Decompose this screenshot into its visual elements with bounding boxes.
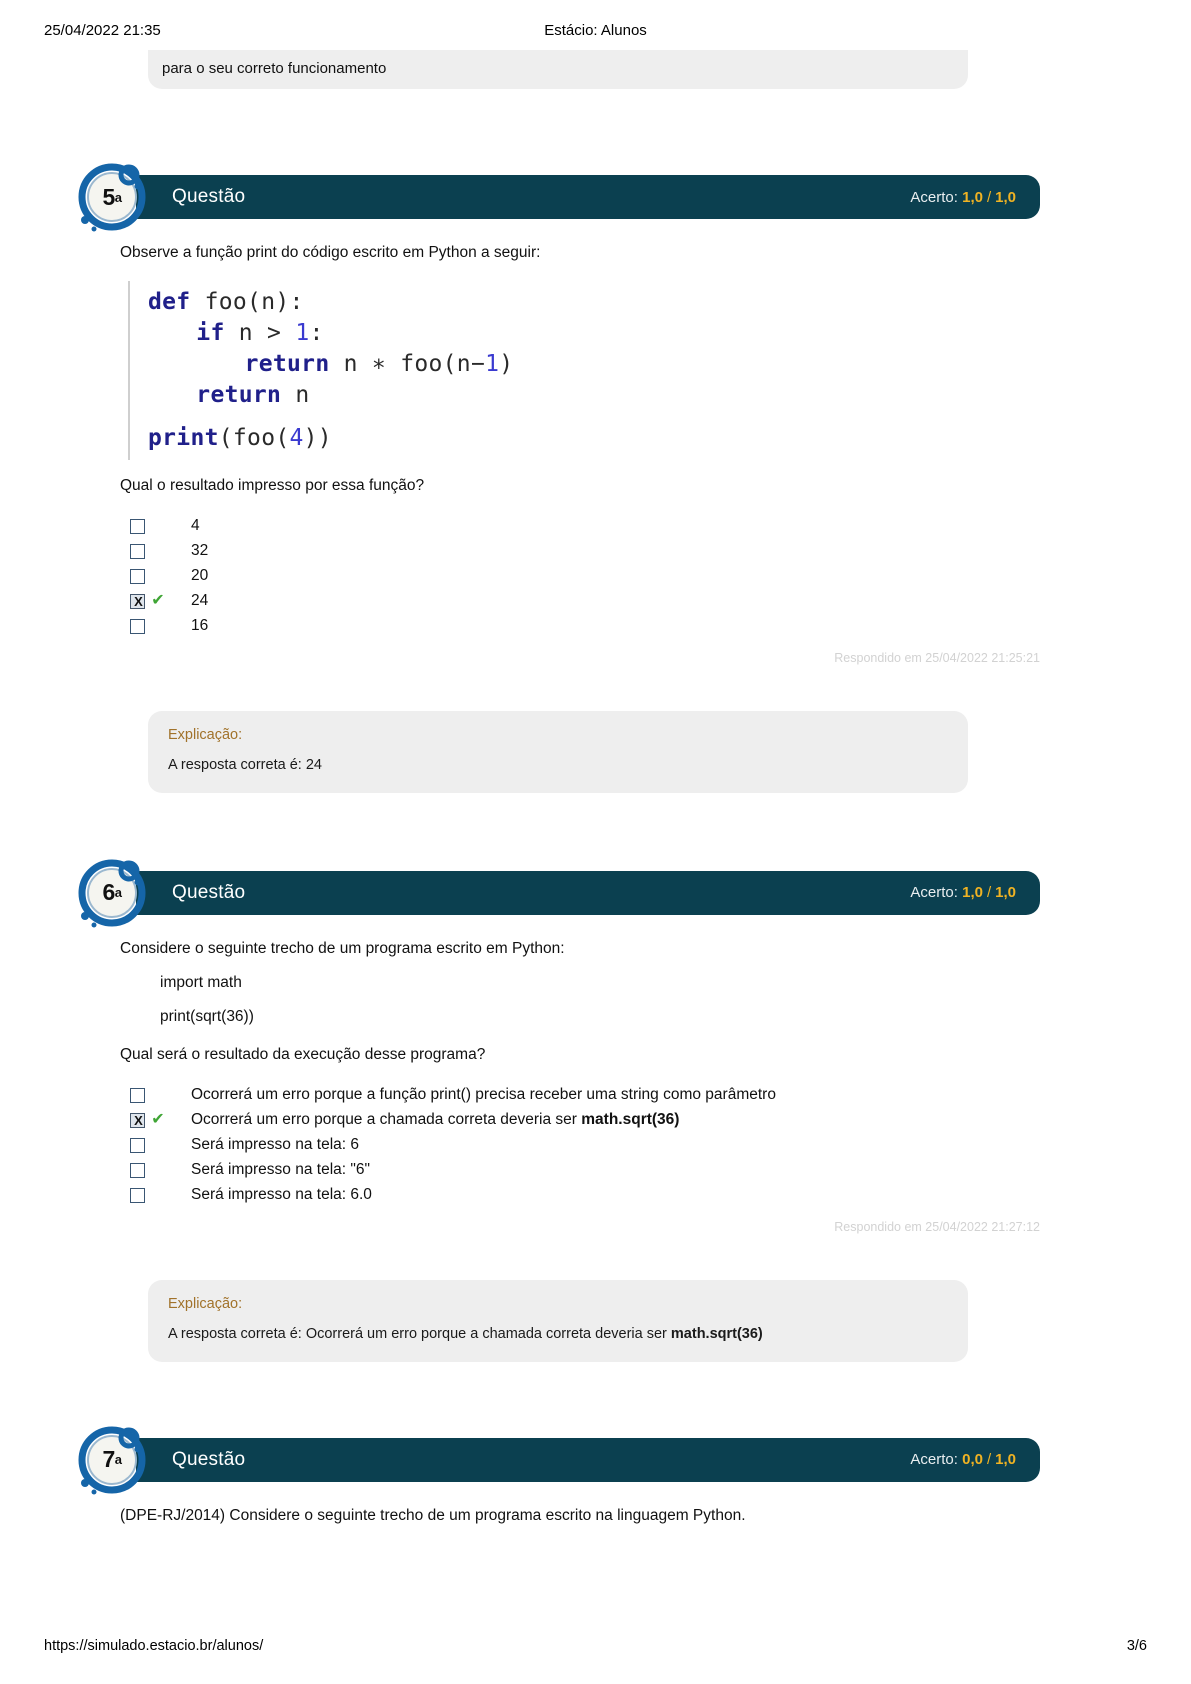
question-stem-6: Considere o seguinte trecho de um programa escrito em Python: xyxy=(120,939,565,957)
footer-url: https://simulado.estacio.br/alunos/ xyxy=(44,1638,264,1654)
question-label-6: Questão xyxy=(172,881,246,903)
question-label-7: Questão xyxy=(172,1448,246,1470)
option-checkbox[interactable] xyxy=(130,1188,145,1203)
option-label: 16 xyxy=(191,617,209,635)
question-content-6 xyxy=(120,915,1040,1208)
question-stem-5: Observe a função print do código escrito em Python a seguir: xyxy=(120,244,541,261)
option-row-selected[interactable] xyxy=(130,1108,1040,1133)
question-block-7 xyxy=(0,1438,1191,1528)
option-checkbox-checked[interactable] xyxy=(130,594,145,609)
score-earned-6: 1,0 xyxy=(962,884,983,902)
option-label: 24 xyxy=(191,592,209,610)
option-label: 32 xyxy=(191,542,209,560)
print-footer xyxy=(0,1638,1191,1660)
page-body xyxy=(0,50,1191,1536)
question-number-text-6: 6 a xyxy=(102,879,122,906)
option-checkbox[interactable] xyxy=(130,619,145,634)
option-checkbox[interactable] xyxy=(130,1138,145,1153)
question-subtext-6: Qual será o resultado da execução desse programa? xyxy=(120,1045,486,1063)
question-score-6 xyxy=(910,884,1016,901)
question-number-text-7: 7 a xyxy=(102,1446,122,1473)
question-header-wrap-6 xyxy=(100,871,1040,915)
code-line: if n > 1: xyxy=(196,320,324,347)
print-header xyxy=(0,22,1191,44)
option-label-bold: math.sqrt(36) xyxy=(581,1111,680,1129)
code-line-import: import math xyxy=(160,973,242,991)
option-label: Ocorrerá um erro porque a função print() precisa receber uma string como parâmetro xyxy=(191,1086,776,1104)
score-total-6: 1,0 xyxy=(995,884,1016,902)
options-list-6 xyxy=(130,1083,1040,1208)
score-prefix-5: Acerto: xyxy=(910,188,958,206)
answered-timestamp-5: Respondido em 25/04/2022 21:25:21 xyxy=(834,650,1040,665)
option-checkbox[interactable] xyxy=(130,569,145,584)
question-number-badge-7 xyxy=(72,1420,152,1500)
option-row[interactable] xyxy=(130,1183,1040,1208)
option-label: Será impresso na tela: 6.0 xyxy=(191,1186,372,1204)
question-score-5 xyxy=(910,189,1016,206)
question-score-7 xyxy=(910,1451,1016,1468)
explanation-body-text: A resposta correta é: 24 xyxy=(168,756,322,773)
python-code-block-5 xyxy=(128,281,1040,460)
question-number-badge-6 xyxy=(72,853,152,933)
code-line-print: print(sqrt(36)) xyxy=(160,1007,254,1025)
continued-explanation-text: para o seu correto funcionamento xyxy=(162,60,387,77)
code-line: return n ∗ foo(n−1) xyxy=(244,351,514,378)
option-label: 20 xyxy=(191,567,209,585)
explanation-body-text: A resposta correta é: Ocorrerá um erro porque a chamada correta deveria ser xyxy=(168,1325,671,1342)
options-list-5 xyxy=(130,514,1040,639)
question-content-5 xyxy=(120,219,1040,639)
question-label-5: Questão xyxy=(172,186,246,207)
explanation-body-5 xyxy=(168,757,948,773)
code-line: return n xyxy=(196,382,310,409)
answered-timestamp-6: Respondido em 25/04/2022 21:27:12 xyxy=(834,1219,1040,1234)
question-header-wrap-5 xyxy=(100,175,1040,219)
question-block-5 xyxy=(0,175,1191,793)
option-checkbox[interactable] xyxy=(130,519,145,534)
correct-check-icon: ✔ xyxy=(151,592,165,610)
question-header-bar-6 xyxy=(136,871,1040,915)
question-subtext-5: Qual o resultado impresso por essa função? xyxy=(120,476,425,494)
question-header-bar-7 xyxy=(136,1438,1040,1482)
score-total-5: 1,0 xyxy=(995,188,1016,206)
continued-explanation-panel xyxy=(148,50,968,89)
score-separator-6: / xyxy=(986,884,992,902)
option-row[interactable] xyxy=(130,1083,1040,1108)
option-label-text: Ocorrerá um erro porque a chamada correta deveria ser xyxy=(191,1111,582,1129)
option-checkbox-checked[interactable] xyxy=(130,1113,145,1128)
option-label xyxy=(191,1108,679,1132)
score-total-7: 1,0 xyxy=(995,1451,1016,1469)
score-prefix-6: Acerto: xyxy=(910,884,958,902)
option-row-selected[interactable] xyxy=(130,589,1040,614)
option-checkbox[interactable] xyxy=(130,1163,145,1178)
code-line: print(foo(4)) xyxy=(148,424,332,451)
explanation-body-bold: math.sqrt(36) xyxy=(670,1325,763,1342)
option-checkbox[interactable] xyxy=(130,1088,145,1103)
explanation-panel-5 xyxy=(148,711,968,793)
score-earned-5: 1,0 xyxy=(962,188,983,206)
code-line: def foo(n): xyxy=(148,289,304,316)
option-row[interactable] xyxy=(130,614,1040,639)
score-separator-5: / xyxy=(986,188,992,206)
question-header-wrap-7 xyxy=(100,1438,1040,1482)
explanation-title-6: Explicação: xyxy=(168,1295,243,1312)
option-row[interactable] xyxy=(130,564,1040,589)
option-row[interactable] xyxy=(130,539,1040,564)
question-number-text-5: 5 a xyxy=(102,183,122,210)
question-number-badge-5 xyxy=(72,157,152,237)
option-label: 4 xyxy=(191,517,200,535)
question-header-bar-5 xyxy=(136,175,1040,219)
footer-page-number: 3/6 xyxy=(1126,1638,1147,1654)
option-label: Será impresso na tela: "6" xyxy=(191,1161,371,1179)
print-title: Estácio: Alunos xyxy=(544,22,647,39)
question-block-6 xyxy=(0,871,1191,1362)
code-line-blank xyxy=(148,411,1040,423)
option-label: Será impresso na tela: 6 xyxy=(191,1136,360,1154)
correct-check-icon: ✔ xyxy=(151,1111,165,1129)
print-date: 25/04/2022 21:35 xyxy=(44,22,161,39)
explanation-panel-6 xyxy=(148,1280,968,1362)
option-row[interactable] xyxy=(130,1158,1040,1183)
question-content-7 xyxy=(120,1482,1040,1528)
option-checkbox[interactable] xyxy=(130,544,145,559)
question-stem-7: (DPE-RJ/2014) Considere o seguinte trecho de um programa escrito na linguagem Python. xyxy=(120,1506,746,1524)
option-row[interactable] xyxy=(130,1133,1040,1158)
explanation-body-6 xyxy=(168,1326,948,1342)
score-earned-7: 0,0 xyxy=(962,1451,983,1469)
score-separator-7: / xyxy=(986,1451,992,1469)
explanation-title-5: Explicação: xyxy=(168,726,243,743)
option-row[interactable] xyxy=(130,514,1040,539)
score-prefix-7: Acerto: xyxy=(910,1451,958,1469)
